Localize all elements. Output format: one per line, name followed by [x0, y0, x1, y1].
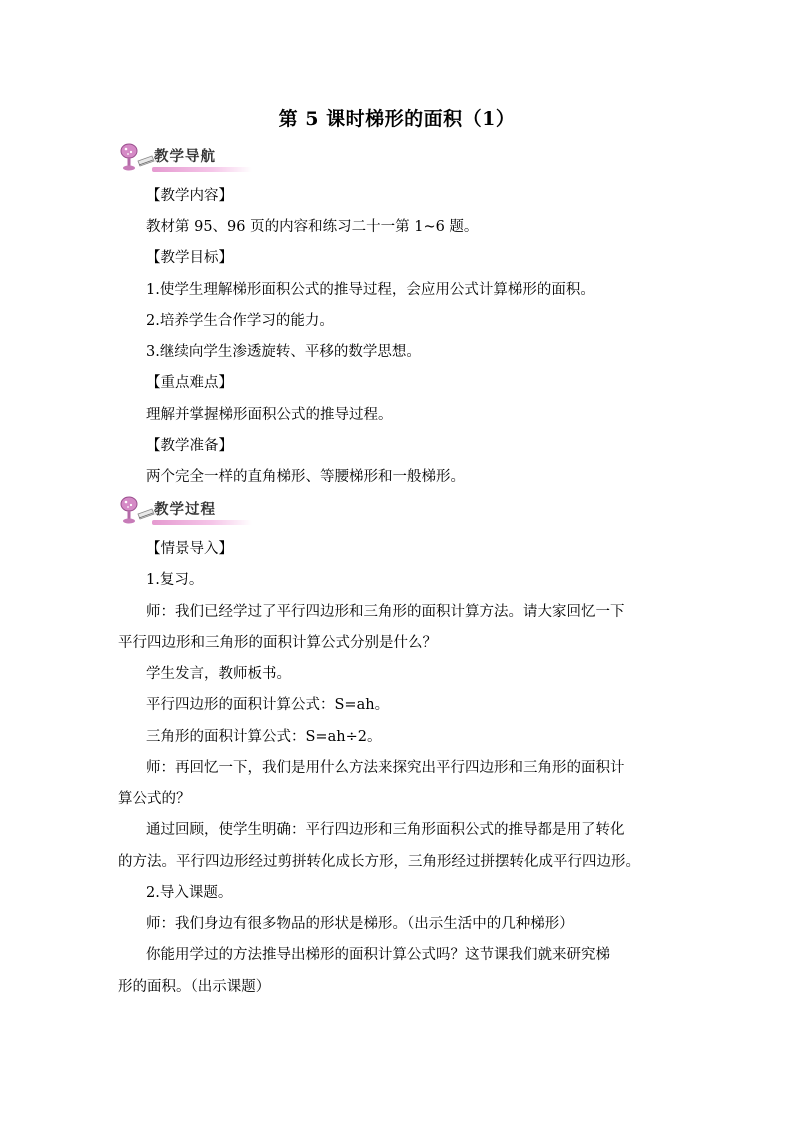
process-p10a: 你能用学过的方法推导出梯形的面积计算公式吗？这节课我们就来研究梯: [146, 947, 610, 963]
section-header-process: [118, 494, 248, 528]
key-heading: 【重点难点】: [146, 375, 233, 391]
process-p6a: 师：再回忆一下，我们是用什么方法来探究出平行四边形和三角形的面积计: [146, 760, 625, 776]
process-p8: 2.导入课题。: [146, 885, 233, 901]
process-p5: 三角形的面积计算公式：S=ah÷2。: [146, 729, 382, 745]
section-label-guide: 教学导航: [154, 149, 216, 165]
prep-text: 两个完全一样的直角梯形、等腰梯形和一般梯形。: [146, 469, 465, 485]
process-p3: 学生发言，教师板书。: [146, 666, 291, 682]
section-underline: [152, 520, 252, 525]
process-p4: 平行四边形的面积计算公式：S=ah。: [146, 697, 390, 713]
section-underline: [152, 167, 252, 172]
process-p2a: 师：我们已经学过了平行四边形和三角形的面积计算方法。请大家回忆一下: [146, 604, 625, 620]
lesson-title: 第 5 课时梯形的面积（1）: [278, 108, 516, 130]
section-header-guide: [118, 141, 248, 175]
process-p2b: 平行四边形和三角形的面积计算公式分别是什么？: [118, 635, 437, 651]
lamp-icon: [118, 494, 156, 528]
lamp-icon: [118, 141, 156, 175]
process-p9: 师：我们身边有很多物品的形状是梯形。（出示生活中的几种梯形）: [146, 916, 574, 932]
goal-item-3: 3.继续向学生渗透旋转、平移的数学思想。: [146, 344, 421, 360]
process-p7b: 的方法。平行四边形经过剪拼转化成长方形，三角形经过拼摆转化成平行四边形。: [118, 854, 640, 870]
process-p1: 1.复习。: [146, 572, 204, 588]
goal-item-1: 1.使学生理解梯形面积公式的推导过程，会应用公式计算梯形的面积。: [146, 282, 595, 298]
goal-heading: 【教学目标】: [146, 250, 233, 266]
content-text: 教材第 95、96 页的内容和练习二十一第 1~6 题。: [146, 219, 479, 235]
process-p10b: 形的面积。（出示课题）: [118, 979, 271, 995]
key-text: 理解并掌握梯形面积公式的推导过程。: [146, 407, 393, 423]
content-heading: 【教学内容】: [146, 188, 233, 204]
section-label-process: 教学过程: [154, 502, 216, 518]
prep-heading: 【教学准备】: [146, 438, 233, 454]
process-p6b: 算公式的？: [118, 791, 191, 807]
process-p7a: 通过回顾，使学生明确：平行四边形和三角形面积公式的推导都是用了转化: [146, 822, 625, 838]
intro-heading: 【情景导入】: [146, 541, 233, 557]
goal-item-2: 2.培养学生合作学习的能力。: [146, 313, 334, 329]
